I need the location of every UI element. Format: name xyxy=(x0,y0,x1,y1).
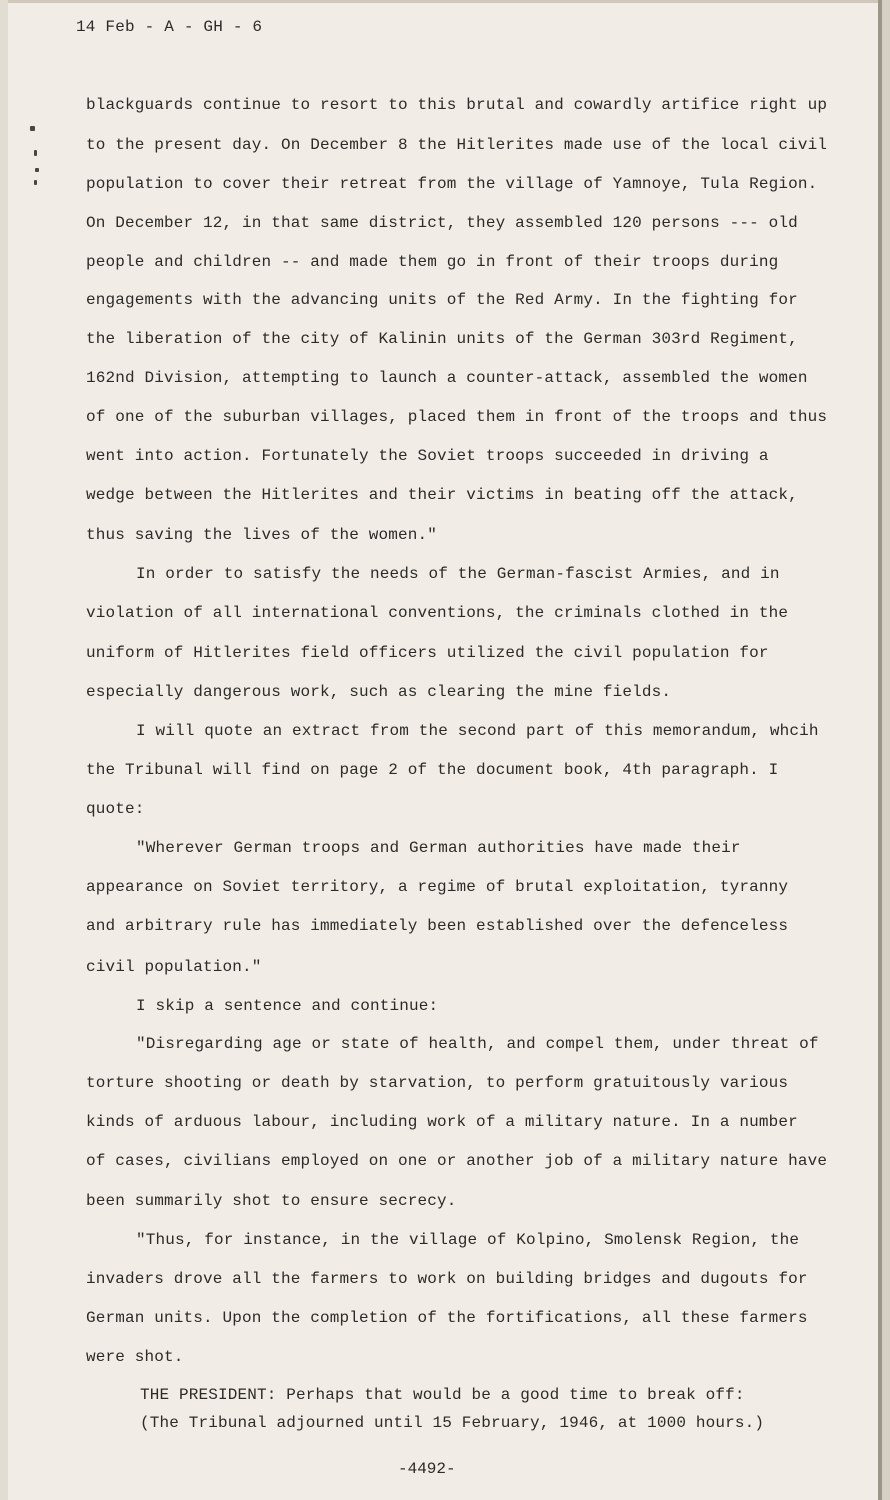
text-line: thus saving the lives of the women." xyxy=(86,526,438,544)
text-line: engagements with the advancing units of the Red Army. In the fighting for xyxy=(86,291,798,309)
text-line: torture shooting or death by starvation, to perform gratuitously various xyxy=(86,1074,789,1092)
text-line: I skip a sentence and continue: xyxy=(136,997,439,1015)
page-header: 14 Feb - A - GH - 6 xyxy=(76,18,263,36)
page-right-edge xyxy=(878,0,882,1500)
text-line: kinds of arduous labour, including work of a military nature. In a number xyxy=(86,1113,798,1131)
text-line: wedge between the Hitlerites and their victims in beating off the attack, xyxy=(86,486,798,504)
text-line: invaders drove all the farmers to work on building bridges and dugouts for xyxy=(86,1270,808,1288)
text-line: and arbitrary rule has immediately been established over the defenceless xyxy=(86,917,789,935)
page-top-edge xyxy=(8,0,890,3)
text-line: the liberation of the city of Kalinin units of the German 303rd Regiment, xyxy=(86,330,798,348)
text-line: people and children -- and made them go in front of their troops during xyxy=(86,253,779,271)
text-line: blackguards continue to resort to this brutal and cowardly artifice right up xyxy=(86,96,828,114)
text-line: "Wherever German troops and German authorities have made their xyxy=(136,839,741,857)
text-line: were shot. xyxy=(86,1348,184,1366)
text-line: 162nd Division, attempting to launch a counter-attack, assembled the women xyxy=(86,369,808,387)
page-number: -4492- xyxy=(398,1460,456,1478)
text-line: In order to satisfy the needs of the German-fascist Armies, and in xyxy=(136,565,780,583)
text-line: civil population." xyxy=(86,958,262,976)
text-line: especially dangerous work, such as clearing the mine fields. xyxy=(86,683,672,701)
text-line: of one of the suburban villages, placed them in front of the troops and thus xyxy=(86,408,828,426)
margin-mark xyxy=(34,180,37,185)
text-line: been summarily shot to ensure secrecy. xyxy=(86,1192,457,1210)
text-line: quote: xyxy=(86,800,145,818)
text-line: "Thus, for instance, in the village of Kolpino, Smolensk Region, the xyxy=(136,1231,800,1249)
text-line: violation of all international conventions, the criminals clothed in the xyxy=(86,604,789,622)
margin-mark xyxy=(34,150,37,156)
text-line: of cases, civilians employed on one or another job of a military nature have xyxy=(86,1152,828,1170)
margin-mark xyxy=(30,126,35,131)
text-line: population to cover their retreat from the village of Yamnoye, Tula Region. xyxy=(86,175,818,193)
text-line: the Tribunal will find on page 2 of the document book, 4th paragraph. I xyxy=(86,761,779,779)
text-line: "Disregarding age or state of health, and compel them, under threat of xyxy=(136,1035,819,1053)
text-line: I will quote an extract from the second part of this memorandum, whcih xyxy=(136,722,819,740)
text-line: went into action. Fortunately the Soviet troops succeeded in driving a xyxy=(86,447,769,465)
text-line: appearance on Soviet territory, a regime of brutal exploitation, tyranny xyxy=(86,878,789,896)
text-line: to the present day. On December 8 the Hitlerites made use of the local civil xyxy=(86,136,828,154)
text-line: THE PRESIDENT: Perhaps that would be a good time to break off: xyxy=(140,1386,745,1404)
text-line: (The Tribunal adjourned until 15 February, 1946, at 1000 hours.) xyxy=(140,1414,765,1432)
text-line: On December 12, in that same district, they assembled 120 persons --- old xyxy=(86,214,798,232)
margin-mark xyxy=(35,168,39,172)
text-line: German units. Upon the completion of the fortifications, all these farmers xyxy=(86,1309,808,1327)
text-line: uniform of Hitlerites field officers utilized the civil population for xyxy=(86,644,769,662)
